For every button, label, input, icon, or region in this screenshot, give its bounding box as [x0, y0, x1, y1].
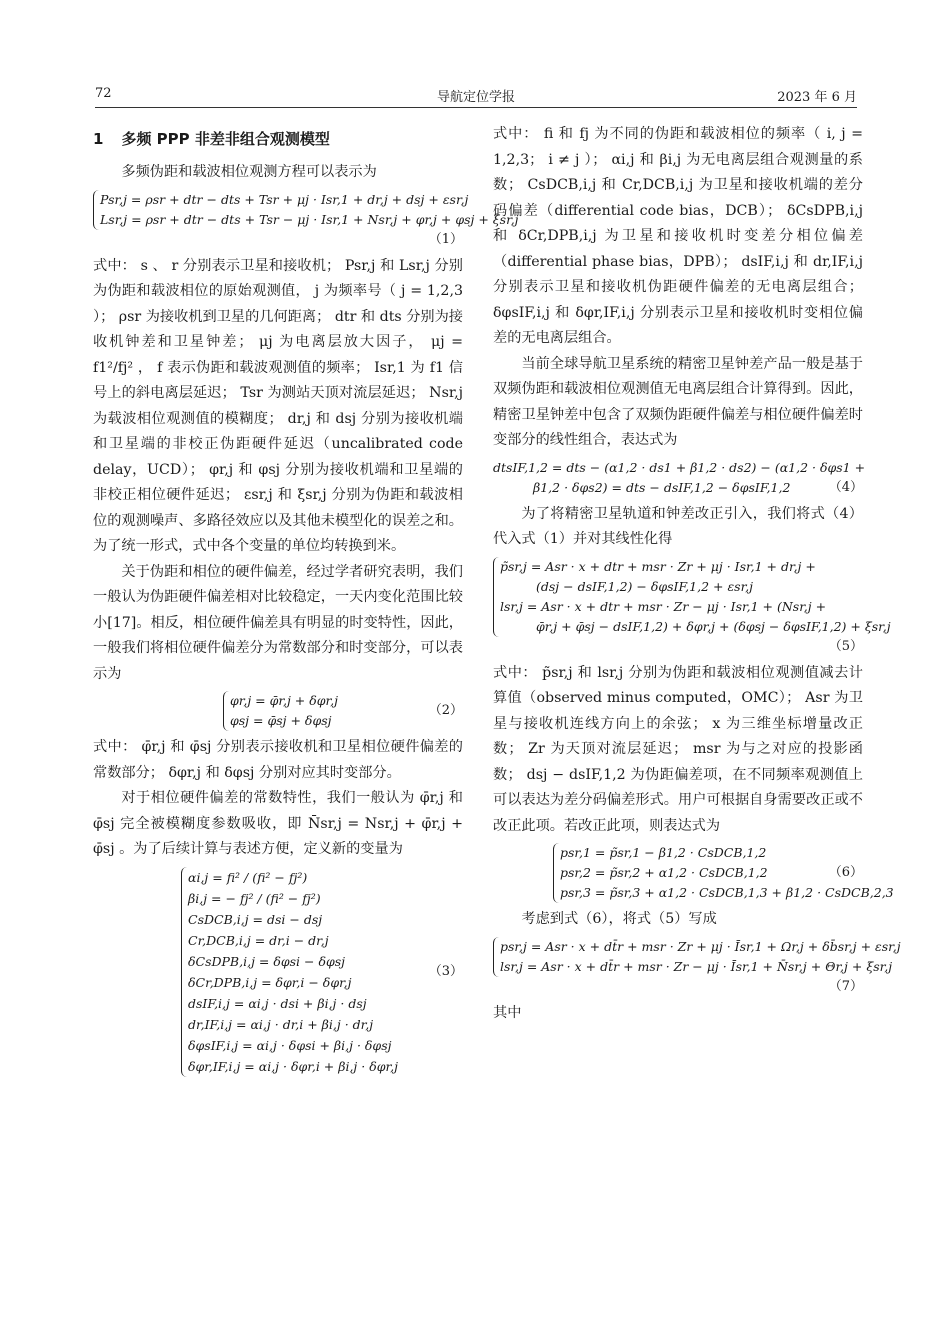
- equation-6: [553, 843, 894, 903]
- equation-label: （3）: [428, 963, 463, 979]
- equation-line: δCr,DPB,i,j = δφr,i − δφr,j: [188, 974, 352, 990]
- equation-line: β1,2 · δφs2) = dts − dsIF,1,2 − δφsIF,1,2: [533, 479, 791, 495]
- equation-line: φsj = φ̄sj + δφsj: [230, 713, 332, 728]
- equation-label: （4）: [828, 479, 863, 495]
- equation-line: βi,j = − fj² / (fi² − fj²): [188, 890, 321, 906]
- equation-label: （7）: [828, 978, 863, 994]
- paragraph: 当前全球导航卫星系统的精密卫星钟差产品一般是基于双频伪距和载波相位观测值无电离层组合计算得到。因此，精密卫星钟差中包含了双频伪距硬件偏差与相位硬件偏差时变部分的线性组合，表达式为: [493, 355, 863, 448]
- equation-line: dr,IF,i,j = αi,j · dr,i + βi,j · dr,j: [188, 1016, 374, 1032]
- equation-1: [93, 190, 519, 250]
- equation-label: （2）: [428, 703, 463, 718]
- equation-7: [493, 937, 901, 997]
- paragraph: 式中： fi 和 fj 为不同的伪距和载波相位的频率（ i, j = 1,2,3； i ≠ j ）； αi,j 和 βi,j 为无电离层组合观测量的系数； CsDCB,i,j 和 Cr,DCB,i,j 为卫星和接收机端的差分码偏差（differential code bias，DCB）； δCsDPB,i,j 和 δCr,DPB,i,j 为卫星和接收机时变差分相位偏差（differential phase bias，DPB）； dsIF,i,j 和 dr,IF,i,j 分别表示卫星和接收机伪距硬件偏差的无电离层组合； δφsIF,i,j 和 δφr,IF,i,j 分别表示卫星和接收机时变相位偏差的无电离层组合。: [493, 126, 863, 346]
- equation-2: [93, 691, 463, 731]
- equation-label: （5）: [828, 638, 863, 654]
- paragraph: 考虑到式（6），将式（5）写成: [521, 911, 717, 927]
- section-title: 多频 PPP 非差非组合观测模型: [121, 130, 330, 148]
- equation-4: [493, 458, 866, 498]
- equation-line: Lsr,j = ρsr + dtr − dts + Tsr − μj · Isr,1 + Nsr,j + φr,j + φsj + ξsr,j: [100, 211, 519, 227]
- paragraph: 对于相位硬件偏差的常数特性，我们一般认为 φ̄r,j 和 φ̄sj 完全被模糊度参数吸收，即 N̄sr,j = Nsr,j + φ̄r,j + φ̄sj 。为了后续计算与表述方便，定义新的变量为: [93, 790, 463, 857]
- equation-line: CsDCB,i,j = dsi − dsj: [188, 911, 323, 927]
- equation-line: dtsIF,1,2 = dts − (α1,2 · ds1 + β1,2 · ds2) − (α1,2 · δφs1 +: [493, 459, 866, 475]
- equation-label: （6）: [828, 865, 863, 880]
- equation-line: (dsj − dsIF,1,2) − δφsIF,1,2 + εsr,j: [536, 578, 754, 594]
- equation-3: [93, 867, 463, 1077]
- paragraph: 多频伪距和载波相位观测方程可以表示为: [121, 164, 377, 180]
- section-number: 1: [93, 130, 104, 148]
- equation-line: psr,3 = p̃sr,3 + α1,2 · CsDCB,1,3 + β1,2 · CsDCB,2,3: [560, 885, 894, 900]
- paragraph: 关于伪距和相位的硬件偏差，经过学者研究表明，我们一般认为伪距硬件偏差相对比较稳定，一天内变化范围比较小[17]。相反，相位硬件偏差具有明显的时变特性，因此，一般我们将相位硬件偏差分为常数部分和时变部分，可以表示为: [93, 563, 463, 682]
- paragraph: 其中: [493, 1004, 522, 1021]
- equation-line: psr,j = Asr · x + dt̄r + msr · Zr + μj · Īsr,1 + Ωr,j + δb̄sr,j + εsr,j: [500, 938, 901, 954]
- equation-label: （1）: [428, 231, 463, 247]
- equation-line: psr,1 = p̃sr,1 − β1,2 · CsDCB,1,2: [560, 845, 767, 860]
- equation-line: Psr,j = ρsr + dtr − dts + Tsr + μj · Isr,1 + dr,j + dsj + εsr,j: [100, 191, 469, 207]
- page-number: 72: [95, 86, 112, 101]
- equation-line: φ̄r,j + φ̄sj − dsIF,1,2) + δφr,j + (δφsj − δφsIF,1,2) + ξsr,j: [536, 618, 891, 634]
- journal-title: 导航定位学报: [436, 90, 515, 105]
- equation-line: δφr,IF,i,j = αi,j · δφr,i + βi,j · δφr,j: [188, 1058, 398, 1074]
- page-header: [95, 86, 857, 108]
- equation-line: lsr,j = Asr · x + dt̄r + msr · Zr − μj · Īsr,1 + N̄sr,j + Θr,j + ξsr,j: [500, 958, 893, 974]
- paragraph: 式中： φ̄r,j 和 φ̄sj 分别表示接收机和卫星相位硬件偏差的常数部分； δφr,j 和 δφsj 分别对应其时变部分。: [93, 739, 463, 781]
- paragraph: 式中： s 、 r 分别表示卫星和接收机； Psr,j 和 Lsr,j 分别为伪距和载波相位的原始观测值， j 为频率号（ j = 1,2,3 ）； ρsr 为接收机到卫星的几何距离； dtr 和 dts 分别为接收机钟差和卫星钟差； μj 为电离层放大因子， μj = f1²/fj² ， f 表示伪距和载波观测值的频率； Isr,1 为 f1 信号上的斜电离层延迟； Tsr 为测站天顶对流层延迟； Nsr,j 为载波相位观测值的模糊度； dr,j 和 dsj 分别为接收机端和卫星端的非校正伪距硬件延迟（uncalibrated code delay，UCD）； φr,j 和 φsj 分别为接收机端和卫星端的非校正相位硬件延迟； εsr,j 和 ξsr,j 分别为伪距和载波相位的观测噪声、多路径效应以及其他未模型化的误差之和。为了统一形式，式中各个变量的单位均转换到米。: [93, 257, 463, 554]
- right-column: [493, 122, 901, 1026]
- paragraph: 式中： p̃sr,j 和 lsr,j 分别为伪距和载波相位观测值减去计算值（observed minus computed，OMC）； Asr 为卫星与接收机连线方向上的余弦； x 为三维坐标增量改正数； Zr 为天顶对流层延迟； msr 为与之对应的投影函数； dsj − dsIF,1,2 为伪距偏差项，在不同频率观测值上可以表达为差分码偏差形式。用户可根据自身需要改正或不改正此项。若改正此项，则表达式为: [493, 664, 863, 834]
- issue-date: 2023 年 6 月: [777, 90, 857, 105]
- equation-line: αi,j = fi² / (fi² − fj²): [188, 869, 308, 885]
- section-heading: [93, 128, 463, 150]
- equation-line: φr,j = φ̄r,j + δφr,j: [230, 693, 338, 708]
- equation-line: Cr,DCB,i,j = dr,i − dr,j: [188, 932, 329, 948]
- equation-line: lsr,j = Asr · x + dtr + msr · Zr − μj · Isr,1 + (Nsr,j +: [500, 598, 827, 614]
- equation-line: p̃sr,j = Asr · x + dtr + msr · Zr + μj · Isr,1 + dr,j +: [500, 558, 816, 574]
- equation-line: δCsDPB,i,j = δφsi − δφsj: [188, 953, 346, 969]
- paragraph: 为了将精密卫星轨道和钟差改正引入，我们将式（4）代入式（1）并对其线性化得: [493, 505, 863, 547]
- equation-line: psr,2 = p̃sr,2 + α1,2 · CsDCB,1,2: [560, 865, 768, 880]
- equation-5: [493, 557, 891, 657]
- equation-line: dsIF,i,j = αi,j · dsi + βi,j · dsj: [188, 995, 367, 1011]
- equation-line: δφsIF,i,j = αi,j · δφsi + βi,j · δφsj: [188, 1037, 392, 1053]
